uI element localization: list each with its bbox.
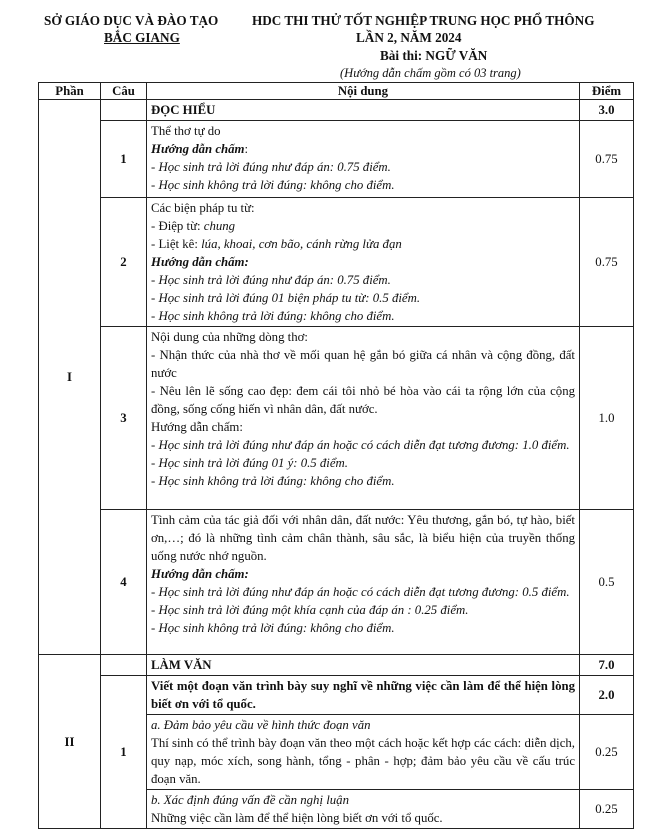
question-content: Nội dung của những dòng thơ: - Nhận thức của nhà thơ về mối quan hệ gắn bó giữa cá nhân và cộng đồng, đất nước - Nêu lên lẽ sống cao đẹp: đem cái tôi nhỏ bé hòa vào cái ta rộng lớn của cộng đồng, sống cống hiến vì nhân dân, đất nước. Hướng dẫn chấm: - Học sinh trả lời đúng như đáp án hoặc có cách diễn đạt tương đương: 1.0 điểm. - Học sinh trả lời đúng 01 ý: 0.5 điểm. - Học sinh không trả lời đúng: không cho điểm. — [147, 327, 580, 510]
table-row — [39, 510, 634, 655]
question-content: Thể thơ tự do Hướng dẫn chấm: - Học sinh trả lời đúng như đáp án: 0.75 điểm. - Học sinh không trả lời đúng: không cho điểm. — [147, 121, 580, 198]
question-number: 3 — [101, 327, 147, 510]
question-number: 1 — [101, 121, 147, 198]
table-row — [39, 100, 634, 121]
criterion-b: b. Xác định đúng vấn đề cần nghị luận Những việc cần làm để thể hiện lòng biết ơn với tổ quốc. — [147, 790, 580, 829]
question-score: 0.5 — [580, 510, 634, 655]
exam-subject: Bài thi: NGỮ VĂN — [380, 48, 488, 63]
table-row — [39, 121, 634, 198]
table-row — [39, 655, 634, 676]
table-row — [39, 327, 634, 510]
criterion-score: 0.25 — [580, 790, 634, 829]
question-score: 0.75 — [580, 121, 634, 198]
criterion-score: 0.25 — [580, 715, 634, 790]
section-title-doc-hieu: ĐỌC HIỂU — [147, 100, 580, 121]
criterion-a: a. Đảm bảo yêu cầu về hình thức đoạn văn Thí sinh có thể trình bày đoạn văn theo một cách hoặc kết hợp các cách: diễn dịch, quy nạp, móc xích, song hành, tổng - phân - hợp; đảm bảo yêu cầu về cấu trúc đoạn văn. — [147, 715, 580, 790]
section-title-lam-van: LÀM VĂN — [147, 655, 580, 676]
table-row — [39, 198, 634, 327]
question-content: Tình cảm của tác giả đối với nhân dân, đất nước: Yêu thương, gắn bó, tự hào, biết ơn,…; đó là những tình cảm chân thành, sâu sắc, là biểu hiện của truyền thống uống nước nhớ nguồn. Hướng dẫn chấm: - Học sinh trả lời đúng như đáp án hoặc có cách diễn đạt tương đương: 0.5 điểm. - Học sinh trả lời đúng một khía cạnh của đáp án : 0.25 điểm. - Học sinh không trả lời đúng: không cho điểm. — [147, 510, 580, 655]
essay-question: Viết một đoạn văn trình bày suy nghĩ về những việc cần làm để thể hiện lòng biết ơn với tổ quốc. — [147, 676, 580, 715]
document-header — [0, 8, 650, 88]
question-number: 2 — [101, 198, 147, 327]
header-diem: Điểm — [580, 83, 634, 100]
question-number: 4 — [101, 510, 147, 655]
question-score: 2.0 — [580, 676, 634, 715]
exam-title: HDC THI THỬ TỐT NGHIỆP TRUNG HỌC PHỔ THÔNG — [252, 13, 595, 28]
table-row — [39, 676, 634, 715]
exam-round: LẦN 2, NĂM 2024 — [356, 30, 462, 45]
grading-table — [38, 82, 634, 829]
org-name: SỞ GIÁO DỤC VÀ ĐÀO TẠO — [44, 13, 219, 28]
question-content: Các biện pháp tu từ: - Điệp từ: chung - Liệt kê: lúa, khoai, cơn bão, cánh rừng lửa đạn Hướng dẫn chấm: - Học sinh trả lời đúng như đáp án: 0.75 điểm. - Học sinh trả lời đúng 01 biện pháp tu từ: 0.5 điểm. - Học sinh không trả lời đúng: không cho điểm. — [147, 198, 580, 327]
part-2-label: II — [39, 655, 101, 829]
section-score: 7.0 — [580, 655, 634, 676]
header-cau: Câu — [101, 83, 147, 100]
question-score: 1.0 — [580, 327, 634, 510]
table-header-row — [39, 83, 634, 100]
question-score: 0.75 — [580, 198, 634, 327]
question-number: 1 — [101, 676, 147, 829]
header-noidung: Nội dung — [147, 83, 580, 100]
province-name: BẮC GIANG — [104, 30, 180, 45]
section-score: 3.0 — [580, 100, 634, 121]
part-1-label: I — [39, 100, 101, 655]
header-phan: Phần — [39, 83, 101, 100]
page-count-note: (Hướng dẫn chấm gồm có 03 trang) — [340, 66, 521, 80]
